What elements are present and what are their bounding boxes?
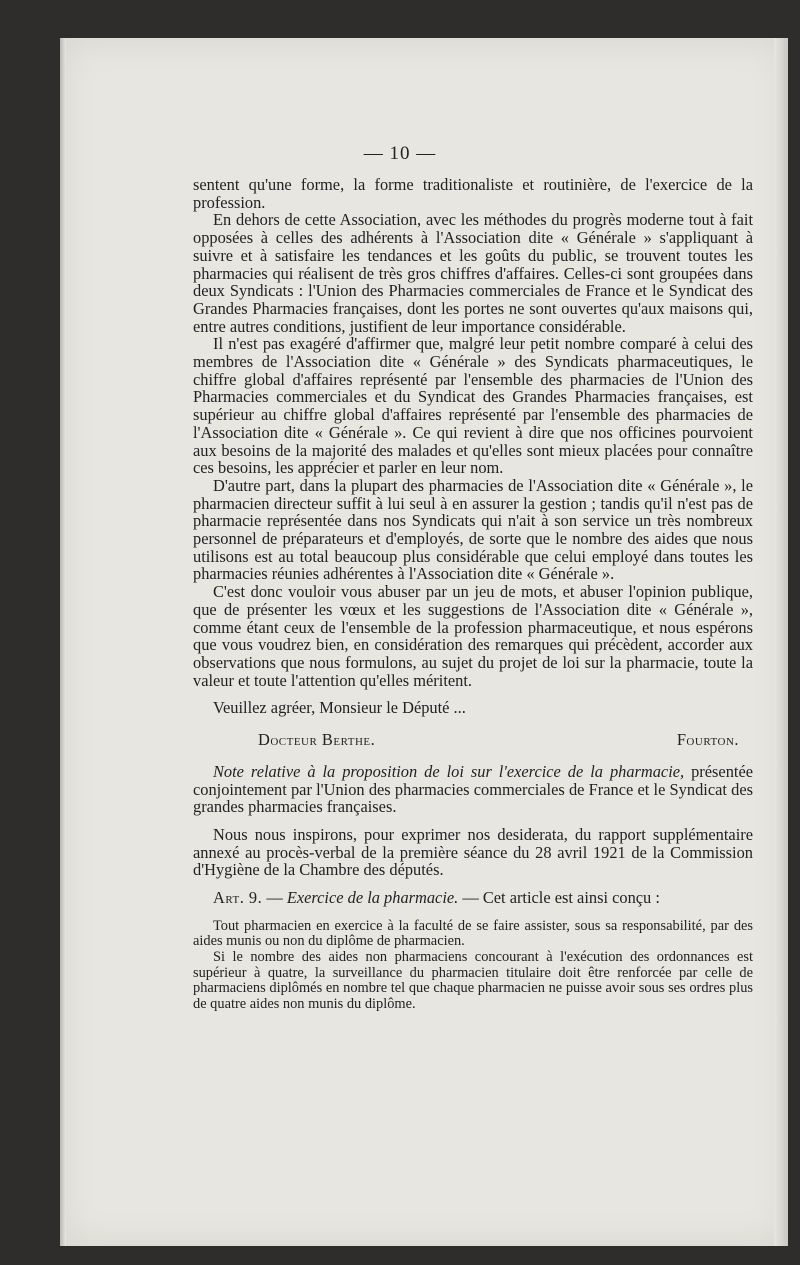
article-label: Art. 9. (213, 888, 263, 908)
note-heading (193, 763, 753, 816)
article-heading (193, 889, 753, 907)
signature-fourton: Fourton. (676, 730, 739, 750)
page-binding-edge (60, 38, 66, 1246)
paragraph-continuation: sentent qu'une forme, la forme traditionaliste et routinière, de l'exercice de la profession. (193, 175, 753, 212)
paragraph-conclusion: C'est donc vouloir vous abuser par un jeu de mots, et abuser l'opinion publique, que de présenter les vœux et les suggestions de l'Association dite « Générale », comme étant ceux de l'ensemble de la profession pharmaceutique, et nous espérons que vous voudrez bien, en considération des remarques qui précèdent, accorder aux observations que nous formulons, au sujet du projet de loi sur la pharmacie, toute la valeur et toute l'attention qu'elles méritent. (193, 582, 753, 690)
document-body (193, 176, 753, 1012)
article-dash: — (262, 888, 287, 908)
note-title: Note relative à la proposition de loi sur l'exercice de la pharmacie, (213, 761, 685, 781)
closing-salutation: Veuillez agréer, Monsieur le Député ... (213, 698, 466, 718)
paragraph-rapport: Nous nous inspirons, pour exprimer nos desiderata, du rapport supplémentaire annexé au procès-verbal de la première séance du 28 avril 1921 de la Commission d'Hygiène de la Chambre des députés. (193, 824, 753, 880)
article-intro: — Cet article est ainsi conçu : (458, 888, 660, 908)
signature-block (193, 731, 753, 749)
quoted-article-text-1: Tout pharmacien en exercice à la faculté de se faire assister, sous sa responsabilité, par des aides munis ou non du diplôme de pharmacien. (193, 917, 753, 950)
signature-berthe: Docteur Berthe. (258, 730, 376, 750)
paragraph-chiffre-affaires: Il n'est pas exagéré d'affirmer que, malgré leur petit nombre comparé à celui des membres de l'Association dite « Générale » des Syndicats pharmaceutiques, le chiffre global d'affaires représenté par l'ensemble des pharmacies de l'Union des Pharmacies commerciales et du Syndicat des Grandes Pharmacies françaises, est supérieur au chiffre global d'affaires représenté par l'ensemble des pharmacies de l'Association dite « Générale ». Ce qui revient à dire que nos officines pourvoient aux besoins de la majorité des malades et qu'elles sont mieux placées pour connaître ces besoins, les apprécier et parler en leur nom. (193, 334, 753, 478)
page-number: — 10 — (363, 143, 437, 164)
paragraph-association: En dehors de cette Association, avec les méthodes du progrès moderne tout à fait opposées à celles des adhérents à l'Association dite « Générale » s'appliquant à suivre et à satisfaire les tendances et les goûts du public, se trouvent toutes les pharmacies qui réalisent de très gros chiffres d'affaires. Celles-ci sont groupées dans deux Syndicats : l'Union des Pharmacies commerciales de France et le Syndicat des Grandes Pharmacies françaises, dont les portes ne sont ouvertes qu'aux maisons qui, entre autres conditions, justifient de leur importance considérable. (193, 210, 753, 336)
note-description: présentée conjointement par l'Union des pharmacies commerciales de France et le Syndicat des grandes pharmacies françaises. (193, 761, 753, 817)
paragraph-personnel: D'autre part, dans la plupart des pharmacies de l'Association dite « Générale », le pharmacien directeur suffit à lui seul à en assurer la gestion ; tandis qu'il n'est pas de pharmacie représentée dans nos Syndicats qui n'ait à son service un très nombreux personnel de préparateurs et d'employés, de sorte que le nombre des aides que nous utilisons est au total beaucoup plus considérable que celui employé dans toutes les pharmacies réunies adhérentes à l'Association dite « Générale ». (193, 475, 753, 584)
page-right-edge (774, 38, 788, 1246)
article-title: Exercice de la pharmacie. (286, 888, 459, 908)
quoted-article-text-2: Si le nombre des aides non pharmaciens concourant à l'exécution des ordonnances est supérieur à quatre, la surveillance du pharmacien titulaire doit être renforcée par celle de pharmaciens diplômés en nombre tel que chaque pharmacien ne puisse avoir sous ses ordres plus de quatre aides non munis du diplôme. (193, 948, 753, 1012)
